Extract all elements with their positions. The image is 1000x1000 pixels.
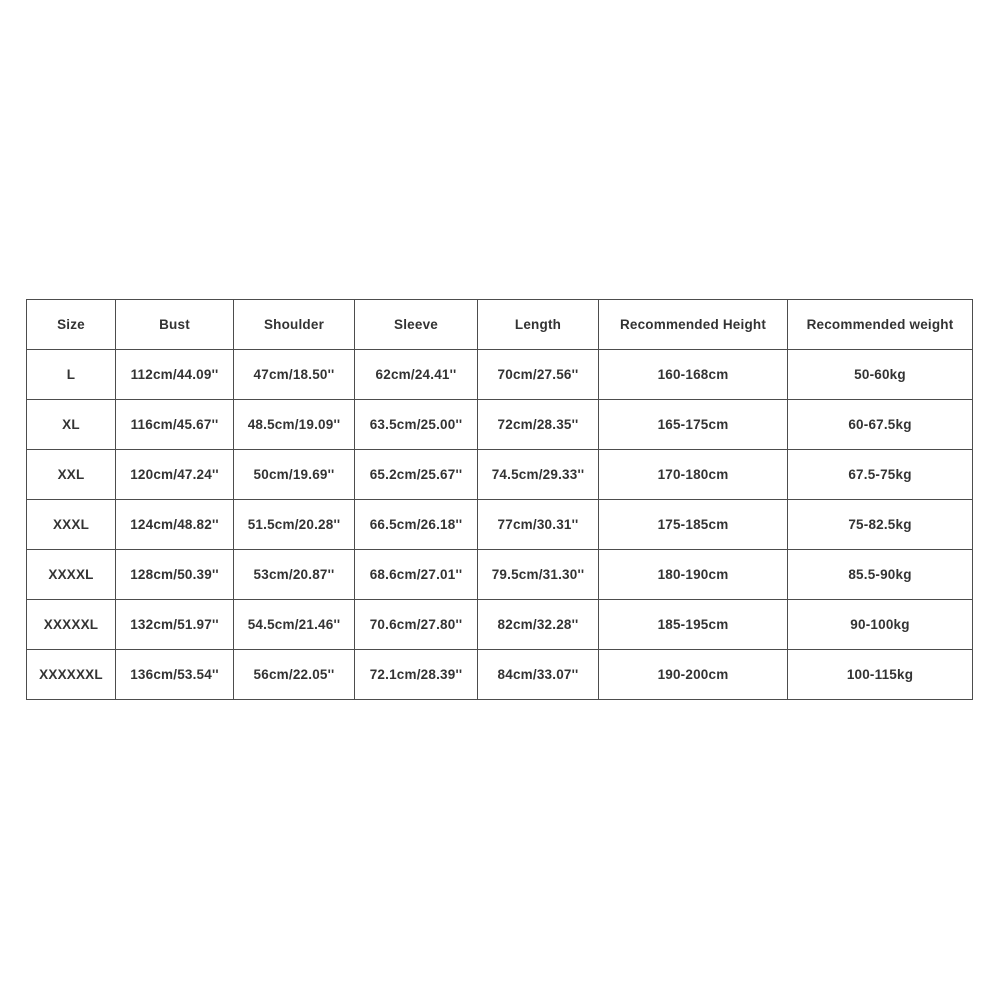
measurement-cell: 75-82.5kg — [788, 500, 973, 550]
measurement-cell: 116cm/45.67'' — [116, 400, 234, 450]
size-label-cell: XXXXXL — [27, 600, 116, 650]
size-label-cell: XXXL — [27, 500, 116, 550]
measurement-cell: 120cm/47.24'' — [116, 450, 234, 500]
measurement-cell: 90-100kg — [788, 600, 973, 650]
size-label-cell: XXXXL — [27, 550, 116, 600]
size-row-xxxxl — [27, 550, 973, 600]
measurement-cell: 72.1cm/28.39'' — [355, 650, 478, 700]
measurement-cell: 165-175cm — [599, 400, 788, 450]
measurement-cell: 56cm/22.05'' — [234, 650, 355, 700]
measurement-cell: 180-190cm — [599, 550, 788, 600]
measurement-cell: 74.5cm/29.33'' — [478, 450, 599, 500]
size-row-l — [27, 350, 973, 400]
measurement-cell: 175-185cm — [599, 500, 788, 550]
size-row-xxxl — [27, 500, 973, 550]
measurement-cell: 66.5cm/26.18'' — [355, 500, 478, 550]
measurement-cell: 70cm/27.56'' — [478, 350, 599, 400]
size-label-cell: L — [27, 350, 116, 400]
measurement-cell: 72cm/28.35'' — [478, 400, 599, 450]
header-cell-sleeve: Sleeve — [355, 300, 478, 350]
header-cell-shoulder: Shoulder — [234, 300, 355, 350]
measurement-cell: 54.5cm/21.46'' — [234, 600, 355, 650]
measurement-cell: 51.5cm/20.28'' — [234, 500, 355, 550]
measurement-cell: 79.5cm/31.30'' — [478, 550, 599, 600]
header-cell-recommended-height: Recommended Height — [599, 300, 788, 350]
measurement-cell: 68.6cm/27.01'' — [355, 550, 478, 600]
measurement-cell: 84cm/33.07'' — [478, 650, 599, 700]
measurement-cell: 47cm/18.50'' — [234, 350, 355, 400]
header-cell-size: Size — [27, 300, 116, 350]
measurement-cell: 85.5-90kg — [788, 550, 973, 600]
measurement-cell: 48.5cm/19.09'' — [234, 400, 355, 450]
measurement-cell: 124cm/48.82'' — [116, 500, 234, 550]
measurement-cell: 160-168cm — [599, 350, 788, 400]
measurement-cell: 62cm/24.41'' — [355, 350, 478, 400]
size-chart-table — [26, 299, 973, 700]
size-label-cell: XL — [27, 400, 116, 450]
size-chart-body — [27, 350, 973, 700]
measurement-cell: 82cm/32.28'' — [478, 600, 599, 650]
size-label-cell: XXL — [27, 450, 116, 500]
measurement-cell: 190-200cm — [599, 650, 788, 700]
header-cell-bust: Bust — [116, 300, 234, 350]
size-row-xl — [27, 400, 973, 450]
measurement-cell: 67.5-75kg — [788, 450, 973, 500]
measurement-cell: 170-180cm — [599, 450, 788, 500]
measurement-cell: 50cm/19.69'' — [234, 450, 355, 500]
measurement-cell: 128cm/50.39'' — [116, 550, 234, 600]
measurement-cell: 70.6cm/27.80'' — [355, 600, 478, 650]
size-label-cell: XXXXXXL — [27, 650, 116, 700]
measurement-cell: 132cm/51.97'' — [116, 600, 234, 650]
measurement-cell: 77cm/30.31'' — [478, 500, 599, 550]
measurement-cell: 53cm/20.87'' — [234, 550, 355, 600]
measurement-cell: 63.5cm/25.00'' — [355, 400, 478, 450]
measurement-cell: 65.2cm/25.67'' — [355, 450, 478, 500]
header-row — [27, 300, 973, 350]
measurement-cell: 136cm/53.54'' — [116, 650, 234, 700]
size-row-xxxxxxl — [27, 650, 973, 700]
measurement-cell: 60-67.5kg — [788, 400, 973, 450]
header-cell-recommended-weight: Recommended weight — [788, 300, 973, 350]
size-row-xxxxxl — [27, 600, 973, 650]
size-chart-header — [27, 300, 973, 350]
measurement-cell: 185-195cm — [599, 600, 788, 650]
measurement-cell: 112cm/44.09'' — [116, 350, 234, 400]
size-row-xxl — [27, 450, 973, 500]
measurement-cell: 50-60kg — [788, 350, 973, 400]
header-cell-length: Length — [478, 300, 599, 350]
measurement-cell: 100-115kg — [788, 650, 973, 700]
